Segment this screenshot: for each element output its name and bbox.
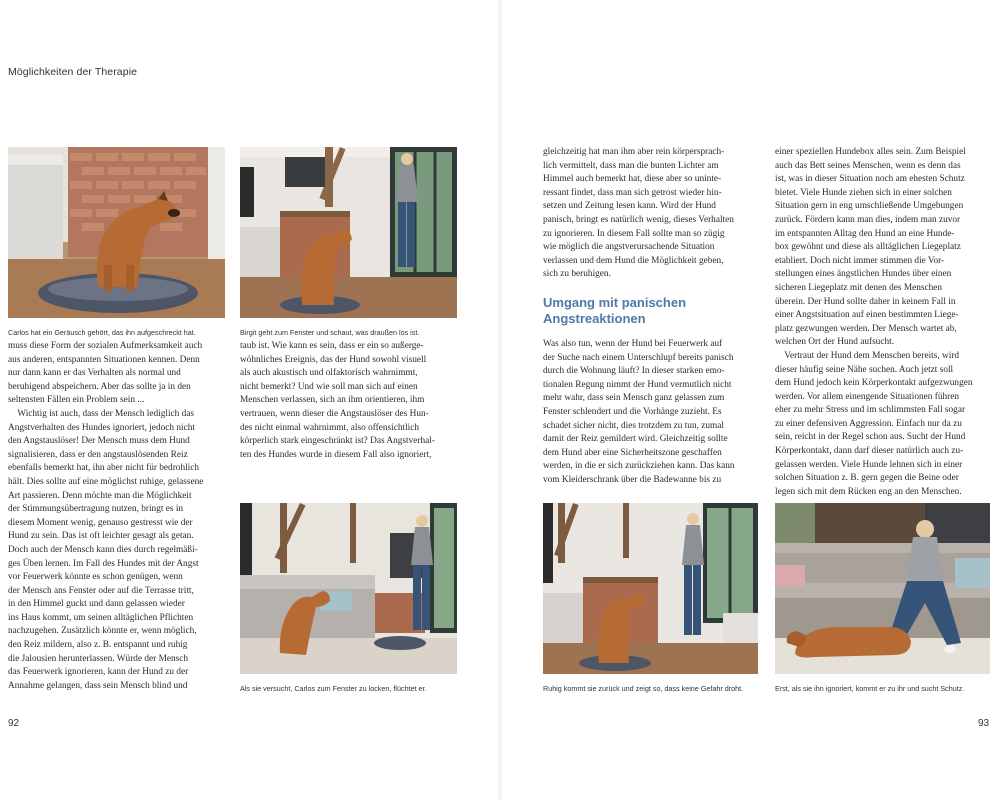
text-line: welchen Ort der Hund aufsucht. [775,337,895,348]
text-line: legen sich mit dem Rücken eng an den Menschen. [775,486,962,497]
text-line: durch die Wohnung läuft? In dieser starken emo- [543,366,725,377]
text-line: Was also tun, wenn der Hund bei Feuerwerk auf [543,339,723,349]
text-line: Menschen verlassen, sich an ihm orientieren, ihm [240,395,425,406]
text-line: einer Angstsituation auf einen bestimmten Liege- [775,310,959,321]
text-line: hält. Dies sollte auf eine möglichst ruhige, gelassene [8,476,204,487]
text-line: Annahme gelangen, dass sein Mensch blind und [8,680,188,691]
text-line: vor Feuerwerk könnte es schon genügen, wenn [8,572,183,583]
text-line: sicheren Liegeplatz mit denen des Menschen [775,282,943,293]
text-line: werden. Vor allem einengende Situationen führen [775,391,959,402]
text-line: ebenfalls bemerkt hat, ihn aber nicht für bedrohlich [8,463,200,474]
section-header: Möglichkeiten der Therapie [8,66,138,78]
text-line: der Mensch ans Fenster oder auf die Terrasse tritt, [8,585,194,596]
text-line: zurück. Fördern kann man dies, indem man zuvor [775,214,961,225]
text-line: dem Hund jedoch kein Körperkontakt aufgezwungen [775,378,973,389]
text-line: Fenster schlendert und die Vorhänge zuzieht. Es [543,406,722,417]
page-number-left: 92 [8,718,20,729]
text-line: dem Hund aber eine Sicherheitszone geschaffen [543,447,722,458]
text-line: den Angstauslöser! Der Mensch muss dem Hund [8,436,190,447]
text-line: etabliert. Doch nicht immer stimmen die Vor- [775,255,945,266]
text-line: einer speziellen Hundebox alles sein. Zum Beispiel [775,147,966,157]
text-line: vom Kleiderschrank über die Badewanne bis zu [543,474,722,485]
body-text-column [543,338,758,488]
text-line: Körperkontakt, dann darf dieser natürlich auch zu- [775,446,964,457]
text-line: verlassen und dem Hund die Möglichkeit geben, [543,255,724,266]
text-line: ten des Hundes wurde in diesem Fall also ignoriert, [240,449,432,460]
text-line: Hund zu sein. Das ist oft leichter gesagt als getan. [8,531,194,542]
text-line: wöhnliches Ereignis, das der Hund sowohl visuell [240,354,427,365]
subheading-line: Angstreaktionen [543,311,646,326]
text-line: die Jalousien herunterlassen. Würde der Mensch [8,653,189,664]
photo-dog-on-blanket [8,147,225,318]
text-line: damit der Reiz gemildert wird. Gleichzeitig sollte [543,434,728,445]
text-line: Wichtig ist auch, dass der Mensch lediglich das [8,408,195,419]
book-gutter [496,0,504,800]
text-line: eher zu mehr Stress und im schlimmsten Fall sogar [775,405,966,416]
text-line: beruhigend abspeichern. Aber das sollte ja in den [8,381,191,392]
text-line: zu ignorieren. In diesem Fall sollte man so zügig [543,228,725,239]
text-line: nachzugehen. Zusätzlich könnte er, wenn möglich, [8,626,197,637]
text-line: sich zu beruhigen. [543,269,611,280]
body-text-column [8,340,225,693]
text-line: lich vermittelt, dass man die bunten Lichter am [543,160,719,171]
text-line: gelassen werden. Viele Hunde lehnen sich in einer [775,459,963,470]
text-line: ressant findet, dass man sich getrost wieder hin- [543,187,722,198]
text-line: des nicht einmal wahrnimmt, also offensichtlich [240,422,420,433]
photo-caption: Erst, als sie ihn ignoriert, kommt er zu ihr und sucht Schutz. [775,684,965,693]
text-line: der Stimmungsübertragung nutzen, bringt es in [8,504,184,515]
text-line: dieser häufig seine Nähe suchen. Auch jetzt soll [775,364,954,375]
text-line: als auch akustisch und olfaktorisch wahrnimmt, [240,368,418,379]
text-line: das Feuerwerk ignorieren, kann der Hund zu der [8,667,189,678]
text-line: auch das Bett seines Menschen, wenn es denn das [775,160,961,171]
photo-dog-fleeing [240,503,457,674]
text-line: im entspannten Alltag den Hund an eine Hunde- [775,228,955,239]
text-line: panisch, bringt es natürlich wenig, dieses Verhalten [543,214,734,225]
text-line: Vertraut der Hund dem Menschen bereits, wird [775,350,960,361]
text-line: Doch auch der Mensch kann dies durch regelmäßi- [8,544,198,555]
text-line: Angstverhalten des Hundes ignoriert, jedoch nicht [8,422,195,433]
text-line: den Reiz mildern, also z. B. entspannt und ruhig [8,640,188,651]
text-line: werden, in die er sich zurückziehen kann. Das kann [543,461,735,472]
body-text-column [543,146,758,282]
text-line: Situation gern in eng umschließende Umgebungen [775,201,964,212]
body-text-column [240,340,457,462]
text-line: nicht bemerkt? Und wie soll man sich auf einen [240,381,418,392]
page-number-right: 93 [978,718,990,729]
text-line: signalisieren, dass er den angstauslösenden Reiz [8,449,188,460]
text-line: box gewöhnt und diese als alltäglichen Liegeplatz [775,242,961,253]
text-line: tionalen Regung nimmt der Hund vermutlich nicht [543,379,732,390]
text-line: taub ist. Wie kann es sein, dass er ein so außerge- [240,341,424,351]
photo-woman-returning [543,503,758,674]
photo-caption: Als sie versucht, Carlos zum Fenster zu locken, flüchtet er. [240,684,427,693]
text-line: diesem Moment wenig, genauso gestresst wie der [8,517,193,528]
body-text-column [775,146,990,499]
text-line: wie möglich die angstverursachende Situation [543,242,715,253]
text-line: Art passieren. Denn möchte man die Möglichkeit [8,490,192,501]
text-line: sein, reicht in der Regel schon aus. Sucht der Hund [775,432,966,443]
text-line: zu einer defensiven Aggression. Einfach nur da zu [775,418,962,429]
photo-caption: Carlos hat ein Geräusch gehört, das ihn aufgeschreckt hat. [8,328,196,337]
text-line: körperlich stark eingeschränkt ist? Das Angstverhal- [240,436,435,447]
text-line: schadet sicher nicht, dies trotzdem zu tun, zumal [543,420,724,431]
photo-caption: Birgit geht zum Fenster und schaut, was draußen los ist. [240,328,420,337]
text-line: ges Üben lernen. Im Fall des Hundes mit der Angst [8,558,199,569]
text-line: gleichzeitig hat man ihm aber rein körpersprach- [543,147,725,157]
text-line: bietet. Viele Hunde ziehen sich in einer solchen [775,187,952,198]
text-line: mehr wahr, dass sein Mensch ganz gelassen zum [543,393,725,404]
photo-woman-on-sofa [775,503,990,674]
text-line: in den Himmel guckt und dann gelassen wieder [8,599,185,610]
text-line: setzen und Zeitung lesen kann. Wird der Hund [543,201,716,212]
text-line: stellungen eines ängstlichen Hundes über einen [775,269,952,280]
text-line: ist, was in dieser Situation noch am ehesten Schutz [775,174,965,185]
text-line: vertrauen, wenn dieser die Angstauslöser des Hun- [240,408,429,419]
photo-caption: Ruhig kommt sie zurück und zeigt so, dass keine Gefahr droht. [543,684,744,693]
text-line: platz gezwungen werden. Der Mensch wartet ab, [775,323,957,334]
text-line: ins Haus kommt, um seinen alltäglichen Pflichten [8,612,194,623]
text-line: seltensten Fällen ein Problem sein ... [8,395,145,406]
subheading-line: Umgang mit panischen [543,295,687,310]
text-line: solchen Situation z. B. gern gegen die Beine oder [775,473,959,484]
photo-woman-at-window [240,147,457,318]
text-line: überein. Der Hund sollte daher in keinem Fall in [775,296,956,307]
text-line: der Suche nach einem Unterschlupf bereits panisch [543,352,734,363]
subheading [543,295,763,327]
text-line: Himmel auch bemerkt hat, diese aber so uninte- [543,174,722,185]
text-line: nur dann kann er das Verhalten als normal und [8,368,181,379]
text-line: aus anderen, entspannten Situationen kennen. Denn [8,354,200,365]
text-line: muss diese Form der sozialen Aufmerksamkeit auch [8,341,203,351]
